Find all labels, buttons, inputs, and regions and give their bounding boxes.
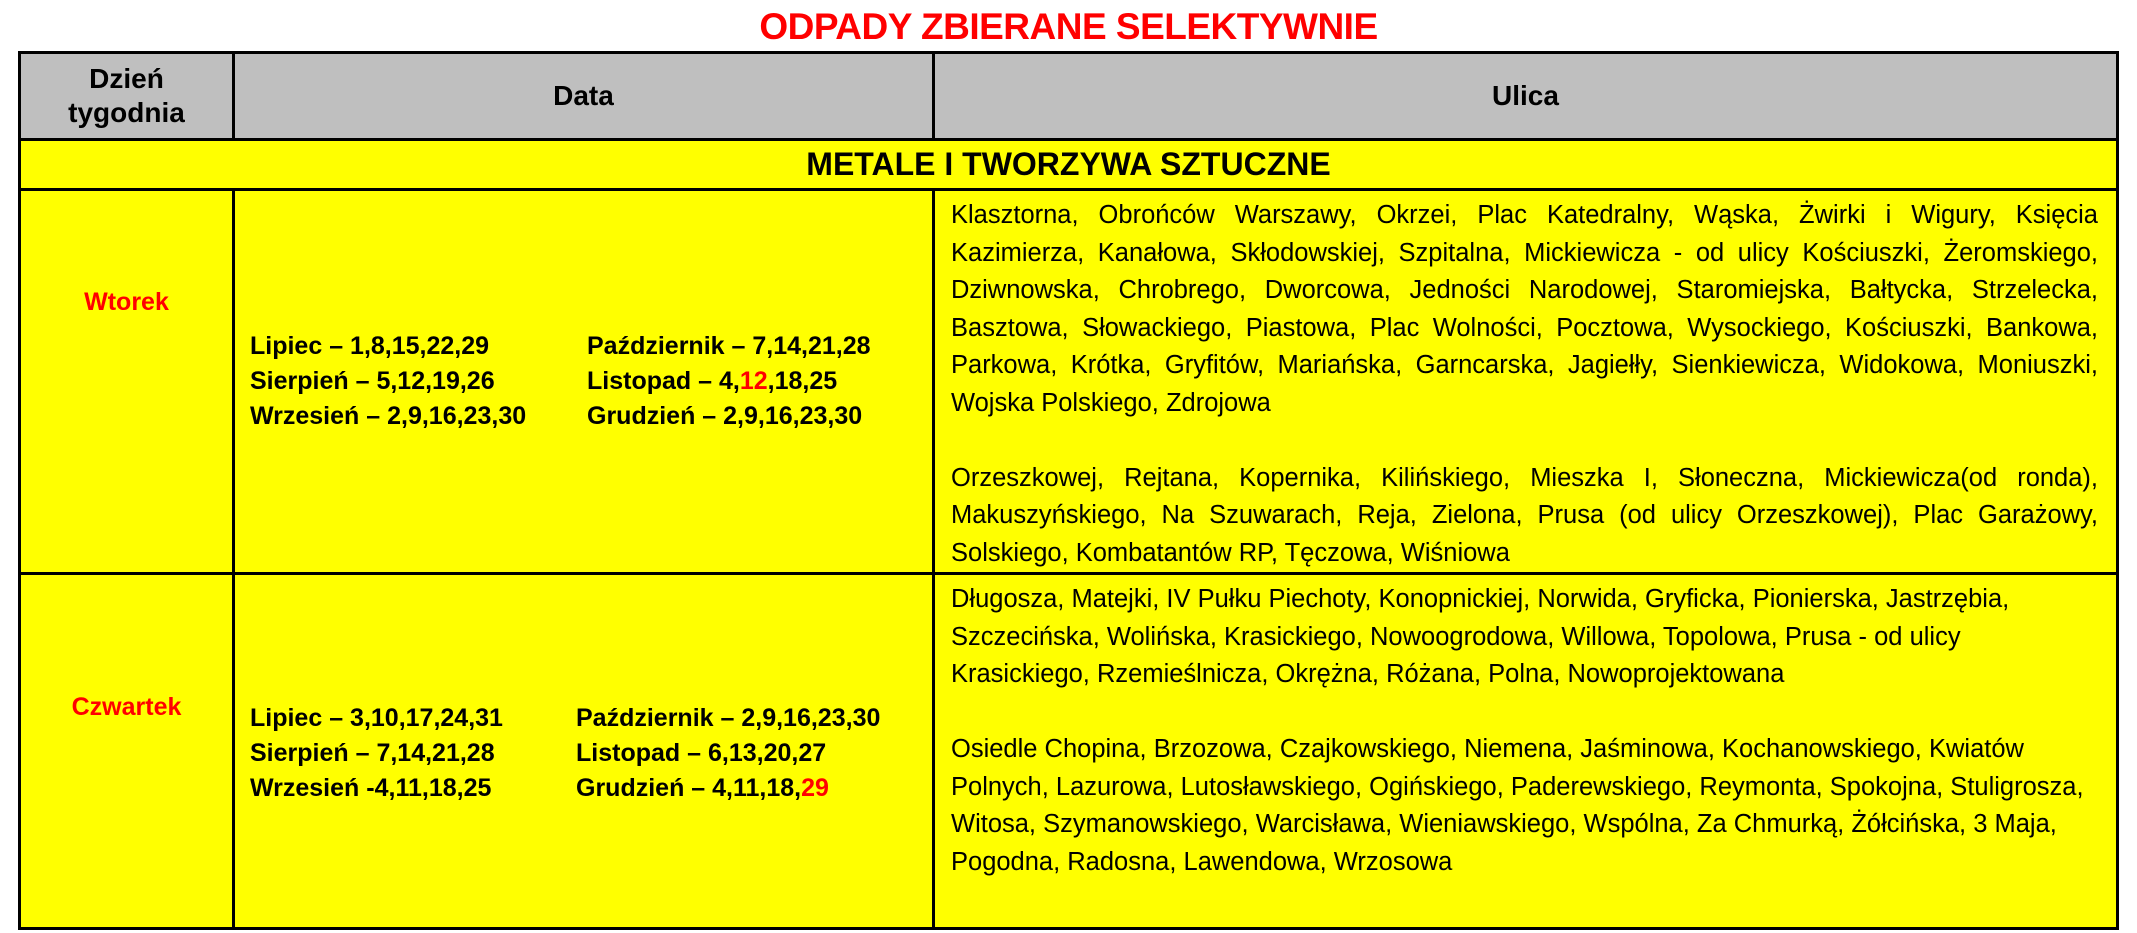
date-line: Sierpień – 7,14,21,28 [250,739,495,767]
date-line: Październik – 2,9,16,23,30 [576,704,881,732]
street-cell [934,190,2118,574]
street-cell [934,574,2118,929]
date-column-right [576,701,880,806]
day-cell [20,190,234,574]
date-column-left [250,329,526,434]
street-list: Osiedle Chopina, Brzozowa, Czajkowskiego, Niemena, Jaśminowa, Kochanowskiego, Kwiatów Polnych, Lazurowa, Lutosławskiego, Ogińskiego, Paderewskiego, Reymonta, Spokojna, Stuligrosza, Witosa, Szymanowskiego, Warcisława, Wieniawskiego, Wspólna, Za Chmurką, Żółcińska, 3 Maja, Pogodna, Radosna, Lawendowa, Wrzosowa [951,735,2084,876]
date-line: Listopad – 4,12,18,25 [587,367,838,395]
date-line: Grudzień – 4,11,18,29 [576,774,829,802]
day-cell [20,574,234,929]
date-column-right [587,329,871,434]
day-name: Czwartek [71,693,182,721]
date-line: Wrzesień -4,11,18,25 [250,774,492,802]
day-name: Wtorek [84,288,169,316]
header-street: Ulica [934,53,2118,140]
date-cell [234,574,934,929]
header-row [20,53,2118,140]
section-row [20,140,2118,190]
date-column-left [250,701,503,806]
schedule-row-tuesday [20,190,2118,574]
date-line: Lipiec – 1,8,15,22,29 [250,332,490,360]
date-cell [234,190,934,574]
street-list: Klasztorna, Obrońców Warszawy, Okrzei, Plac Katedralny, Wąska, Żwirki i Wigury, Księcia Kazimierza, Kanałowa, Skłodowskiej, Szpitalna, Mickiewicza - od ulicy Kościuszki, Żeromskiego, Dziwnowska, Chrobrego, Dworcowa, Jedności Narodowej, Staromiejska, Bałtycka, Strzelecka, Basztowa, Słowackiego, Piastowa, Plac Wolności, Pocztowa, Wysockiego, Kościuszki, Bankowa, Parkowa, Krótka, Gryfitów, Mariańska, Garncarska, Jagiełły, Sienkiewicza, Widokowa, Moniuszki, Wojska Polskiego, Zdrojowa [951,201,2098,417]
date-line: Sierpień – 5,12,19,26 [250,367,495,395]
header-day [20,53,234,140]
page-title: ODPADY ZBIERANE SELEKTYWNIE [759,6,1378,47]
header-day-label: Dzień tygodnia [68,63,185,128]
date-line: Grudzień – 2,9,16,23,30 [587,402,863,430]
date-line: Lipiec – 3,10,17,24,31 [250,704,503,732]
date-line: Październik – 7,14,21,28 [587,332,871,360]
date-line: Wrzesień – 2,9,16,23,30 [250,402,527,430]
section-title: METALE I TWORZYWA SZTUCZNE [20,140,2118,190]
schedule-table [18,51,2119,930]
street-list: Długosza, Matejki, IV Pułku Piechoty, Konopnickiej, Norwida, Gryficka, Pionierska, Jastrzębia, Szczecińska, Wolińska, Krasickiego, Nowoogrodowa, Willowa, Topolowa, Prusa - od ulicy Krasickiego, Rzemieślnicza, Okrężna, Różana, Polna, Nowoprojektowana [951,585,2010,688]
street-list: Orzeszkowej, Rejtana, Kopernika, Kilińskiego, Mieszka I, Słoneczna, Mickiewicza(od ronda), Makuszyńskiego, Na Szuwarach, Reja, Zielona, Prusa (od ulicy Orzeszkowej), Plac Garażowy, Solskiego, Kombatantów RP, Tęczowa, Wiśniowa [951,463,2098,567]
date-line: Listopad – 6,13,20,27 [576,739,827,767]
schedule-row-thursday [20,574,2118,929]
header-date: Data [234,53,934,140]
